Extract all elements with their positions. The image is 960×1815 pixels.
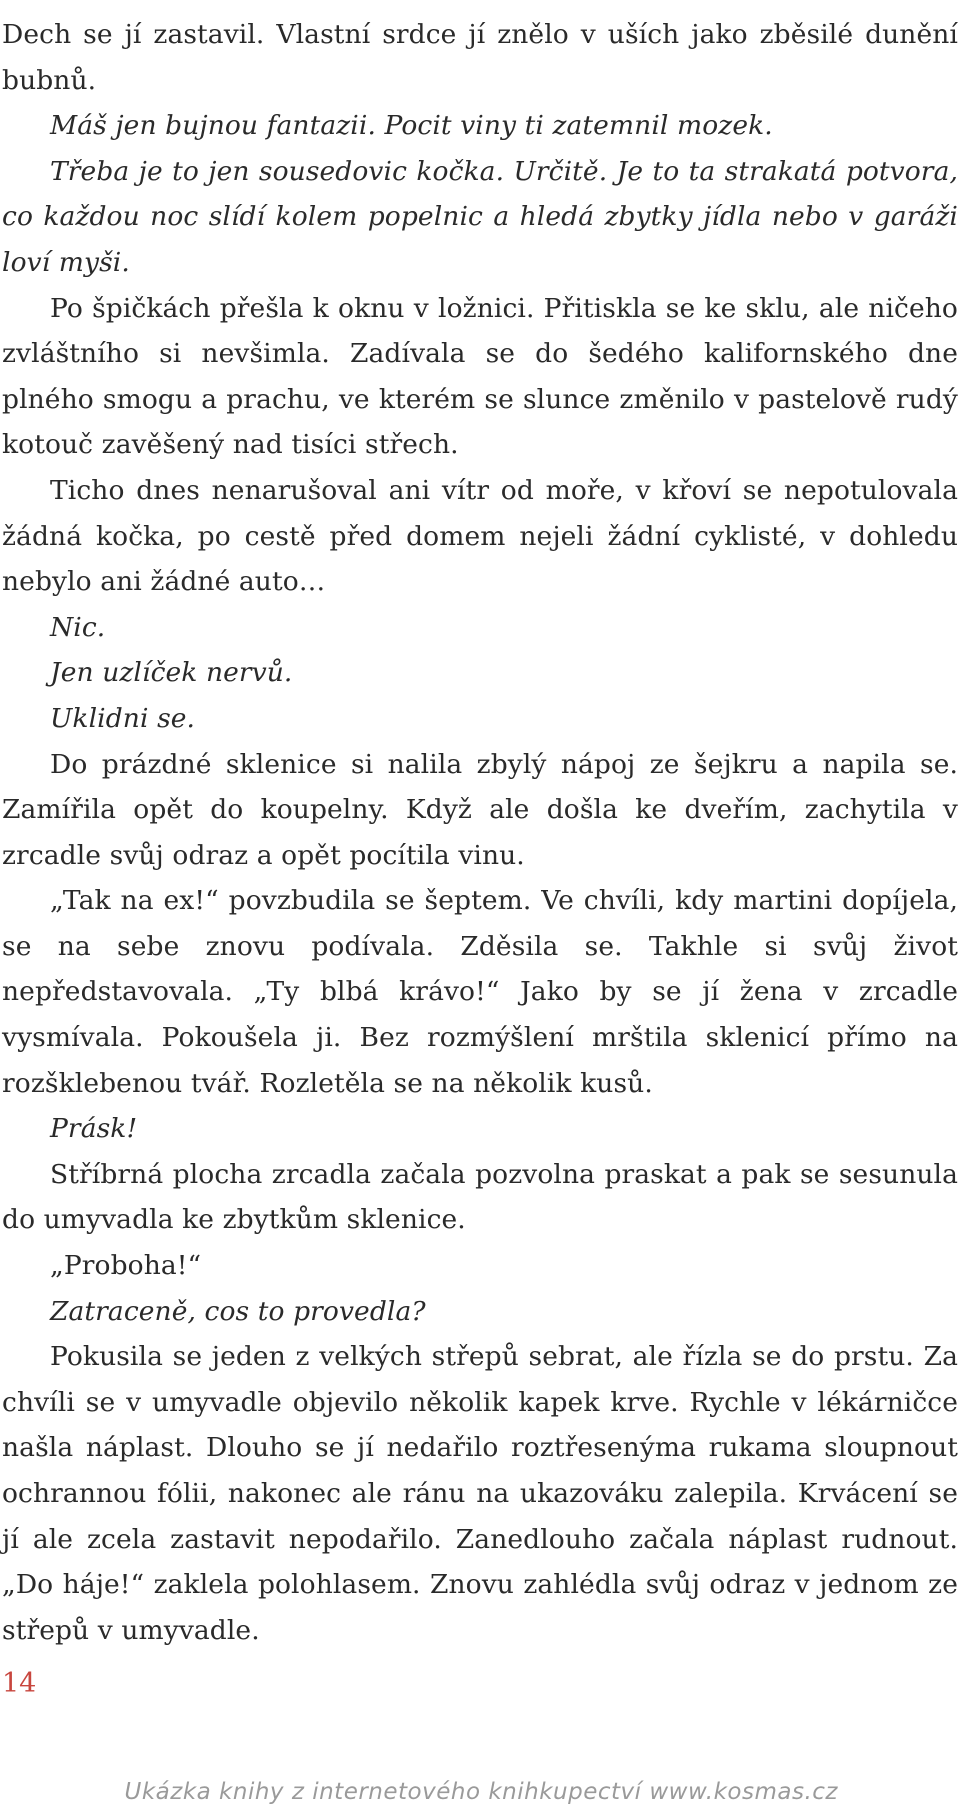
paragraph-12: Stříbrná plocha zrcadla začala pozvolna praskat a pak se sesunula do umyvadla ke zbytkům sklenice. [2,1158,958,1236]
paragraph-5: Ticho dnes nenarušoval ani vítr od moře, v křoví se nepotulovala žádná kočka, po cestě před domem nejeli žádní cyklisté, v dohledu nebylo ani žádné auto… [2,474,958,598]
paragraph-3: Třeba je to jen sousedovic kočka. Určitě. Je to ta strakatá potvora, co každou noc slídí kolem popelnic a hledá zbytky jídla nebo v garáži loví myši. [2,155,958,278]
paragraph-10: „Tak na ex!“ povzbudila se šeptem. Ve chvíli, kdy martini dopíjela, se na sebe znovu podívala. Zděsila se. Takhle si svůj život nepředstavovala. „Ty blbá krávo!“ Jako by se jí žena v zrcadle vysmívala. Pokoušela ji. Bez rozmýšlení mrštila sklenicí přímo na rozšklebenou tvář. Rozletěla se na několik kusů. [2,885,958,1099]
paragraph-11: Prásk! [50,1113,138,1145]
paragraph-8: Uklidni se. [50,702,196,734]
paragraph-4: Po špičkách přešla k oknu v ložnici. Přitiskla se ke sklu, ale ničeho zvláštního si nevšimla. Zadívala se do šedého kalifornského dne plného smogu a prachu, ve kterém se slunce změnilo v pastelově rudý kotouč zavěšený nad tisíci střech. [2,292,958,461]
paragraph-15: Pokusila se jeden z velkých střepů sebrat, ale řízla se do prstu. Za chvíli se v umyvadle objevilo několik kapek krve. Rychle v lékárničce našla náplast. Dlouho se jí nedařilo roztřesenýma rukama sloupnout ochrannou fólii, nakonec ale ránu na ukazováku zalepila. Krvácení se jí ale zcela zastavit nepodařilo. Zanedlouho začala náplast rudnout. „Do háje!“ zaklela polohlasem. Znovu zahlédla svůj odraz v jednom ze střepů v umyvadle. [2,1341,958,1646]
paragraph-7: Jen uzlíček nervů. [50,657,293,689]
body-text [2,12,958,1653]
paragraph-1: Dech se jí zastavil. Vlastní srdce jí znělo v uších jako zběsilé dunění bubnů. [2,19,958,96]
paragraph-6: Nic. [50,611,106,643]
page-number: 14 [2,1668,37,1699]
footer-watermark: Ukázka knihy z internetového knihkupectví www.kosmas.cz [124,1779,838,1805]
paragraph-9: Do prázdné sklenice si nalila zbylý nápoj ze šejkru a napila se. Zamířila opět do koupelny. Když ale došla ke dveřím, zachytila v zrcadle svůj odraz a opět pocítila vinu. [2,748,958,871]
paragraph-14: Zatraceně, cos to provedla? [50,1295,426,1327]
paragraph-2: Máš jen bujnou fantazii. Pocit viny ti zatemnil mozek. [50,110,773,142]
paragraph-13: „Proboha!“ [50,1250,202,1282]
